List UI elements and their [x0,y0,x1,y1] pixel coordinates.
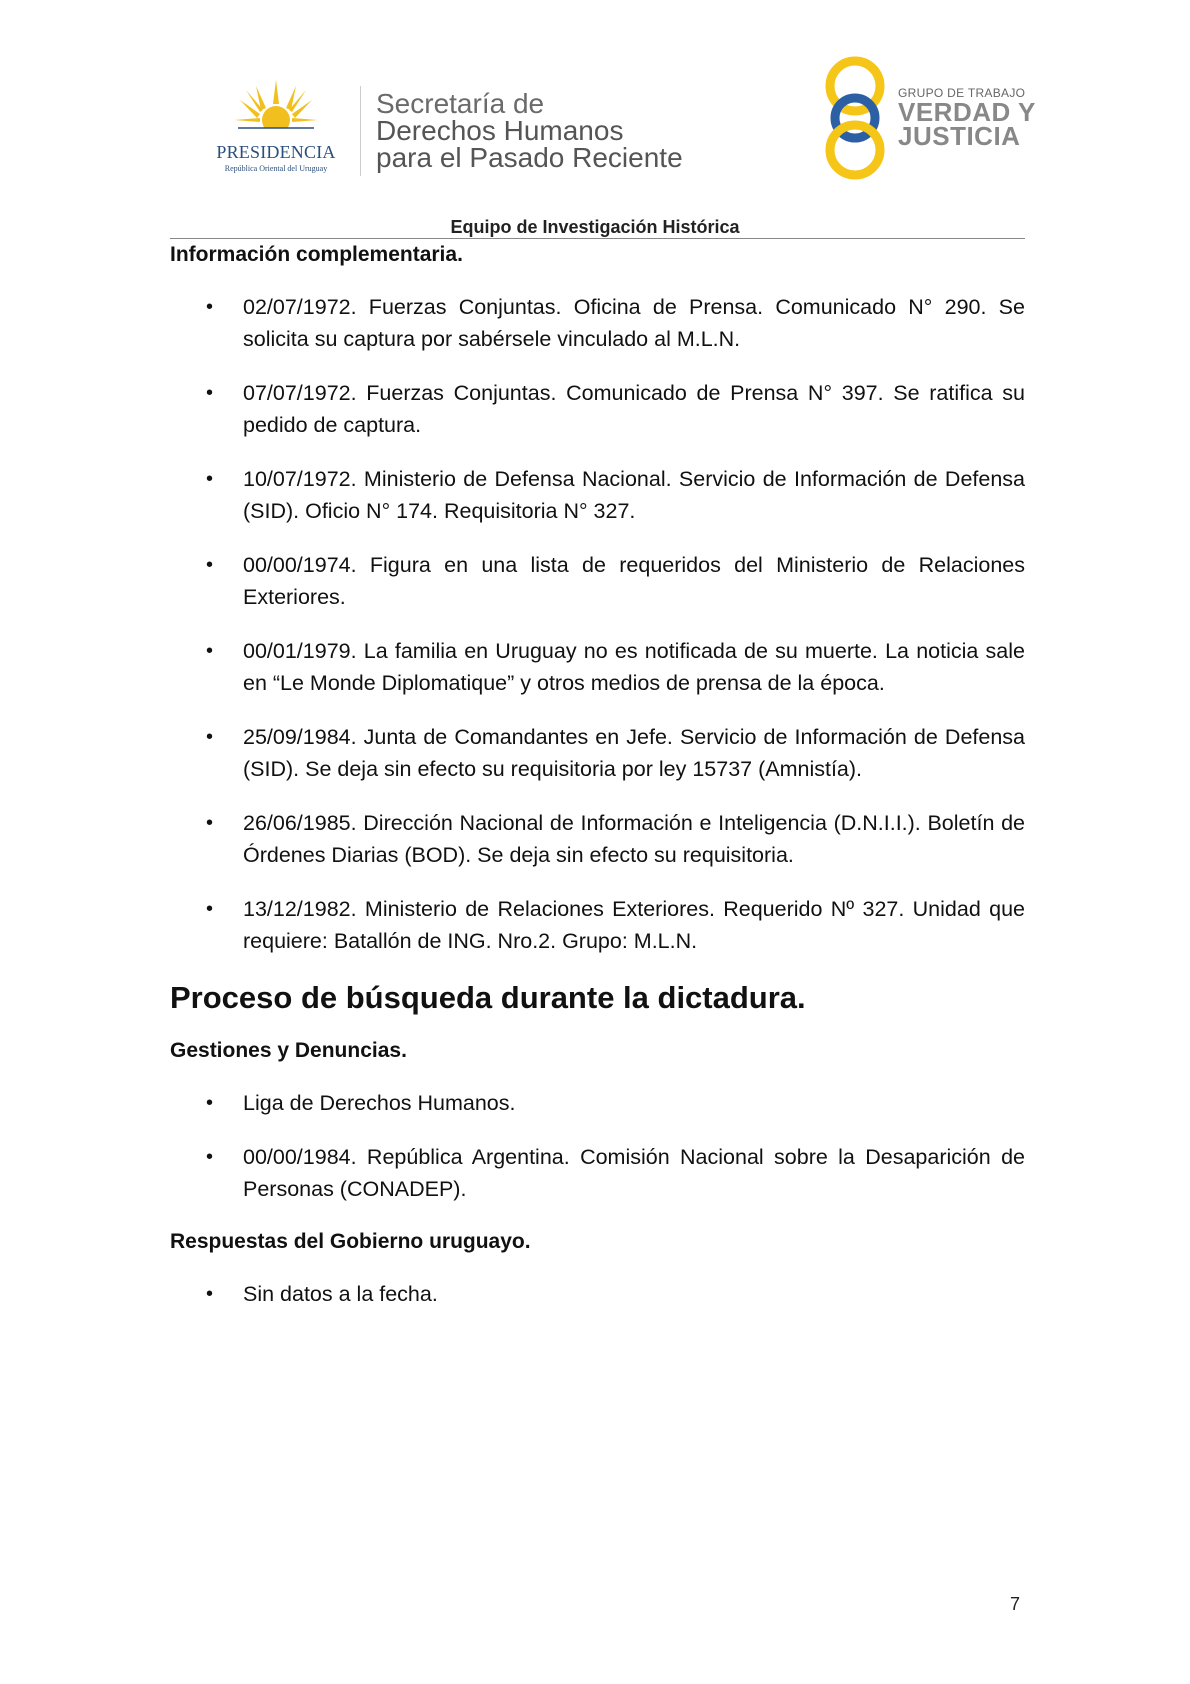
respuestas-list [170,1278,1025,1310]
presidencia-logo [196,78,356,178]
list-item [170,1141,1025,1205]
list-item [170,463,1025,527]
bullet-icon: • [206,898,214,920]
presidencia-subtitle: República Oriental del Uruguay [224,164,328,173]
list-item-text: 07/07/1972. Fuerzas Conjuntas. Comunicado de Prensa N° 397. Se ratifica su pedido de captura. [243,381,1025,437]
list-item [170,291,1025,355]
list-item [170,893,1025,957]
bullet-icon: • [206,468,214,490]
proceso-heading: Proceso de búsqueda durante la dictadura. [170,980,806,1015]
list-item [170,635,1025,699]
bullet-icon: • [206,640,214,662]
gtvj-big-text [898,97,1036,151]
document-body [170,240,1025,1310]
info-heading: Información complementaria. [170,243,463,266]
bullet-icon: • [206,296,214,318]
bullet-icon: • [206,812,214,834]
list-item-text: 25/09/1984. Junta de Comandantes en Jefe. Servicio de Información de Defensa (SID). Se deja sin efecto su requisitoria por ley 15737 (Amnistía). [243,725,1025,781]
list-item [170,807,1025,871]
list-item-text: 13/12/1982. Ministerio de Relaciones Exteriores. Requerido Nº 327. Unidad que requiere: Batallón de ING. Nro.2. Grupo: M.L.N. [243,897,1025,953]
gtvj-small-text: GRUPO DE TRABAJO [898,86,1026,100]
logo-divider [360,86,361,176]
bullet-icon: • [206,382,214,404]
list-item-text: Sin datos a la fecha. [243,1282,438,1306]
list-item [170,1278,1025,1310]
gtvj-big-line-2: JUSTICIA [898,121,1021,151]
bullet-icon: • [206,1146,214,1168]
presidencia-title: PRESIDENCIA [216,142,336,162]
secretaria-logo-text [376,90,683,171]
list-item [170,721,1025,785]
list-item-text: 00/00/1974. Figura en una lista de requeridos del Ministerio de Relaciones Exteriores. [243,553,1025,609]
list-item-text: 00/01/1979. La familia en Uruguay no es notificada de su muerte. La noticia sale en “Le Monde Diplomatique” y otros medios de prensa de la época. [243,639,1025,695]
bullet-icon: • [206,1092,214,1114]
list-item [170,377,1025,441]
bullet-icon: • [206,554,214,576]
page-header [0,0,1190,240]
secretaria-line-3: para el Pasado Reciente [376,142,683,173]
list-item-text: 10/07/1972. Ministerio de Defensa Nacional. Servicio de Información de Defensa (SID). Oficio N° 174. Requisitoria N° 327. [243,467,1025,523]
secretaria-line-1: Secretaría de [376,88,545,119]
gtvj-big-line-1: VERDAD Y [898,97,1036,127]
bullet-icon: • [206,1283,214,1305]
verdad-justicia-logo [820,56,1040,180]
list-item [170,1087,1025,1119]
gestiones-list [170,1087,1025,1205]
list-item [170,549,1025,613]
list-item-text: 00/00/1984. República Argentina. Comisión Nacional sobre la Desaparición de Personas (CONADEP). [243,1145,1025,1201]
verdad-justicia-text [898,86,1036,151]
sun-icon [234,78,318,140]
secretaria-line-2: Derechos Humanos [376,115,624,146]
bullet-icon: • [206,726,214,748]
list-item-text: 26/06/1985. Dirección Nacional de Información e Inteligencia (D.N.I.I.). Boletín de Órdenes Diarias (BOD). Se deja sin efecto su requisitoria. [243,811,1025,867]
page-number: 7 [1010,1594,1021,1614]
gestiones-heading: Gestiones y Denuncias. [170,1039,407,1062]
list-item-text: 02/07/1972. Fuerzas Conjuntas. Oficina de Prensa. Comunicado N° 290. Se solicita su captura por sabérsele vinculado al M.L.N. [243,295,1025,351]
list-item-text: Liga de Derechos Humanos. [243,1091,516,1115]
header-divider [170,238,1025,239]
respuestas-heading: Respuestas del Gobierno uruguayo. [170,1230,531,1253]
interlocking-rings-icon [820,56,890,180]
info-list [170,291,1025,957]
team-title: Equipo de Investigación Histórica [450,217,740,237]
